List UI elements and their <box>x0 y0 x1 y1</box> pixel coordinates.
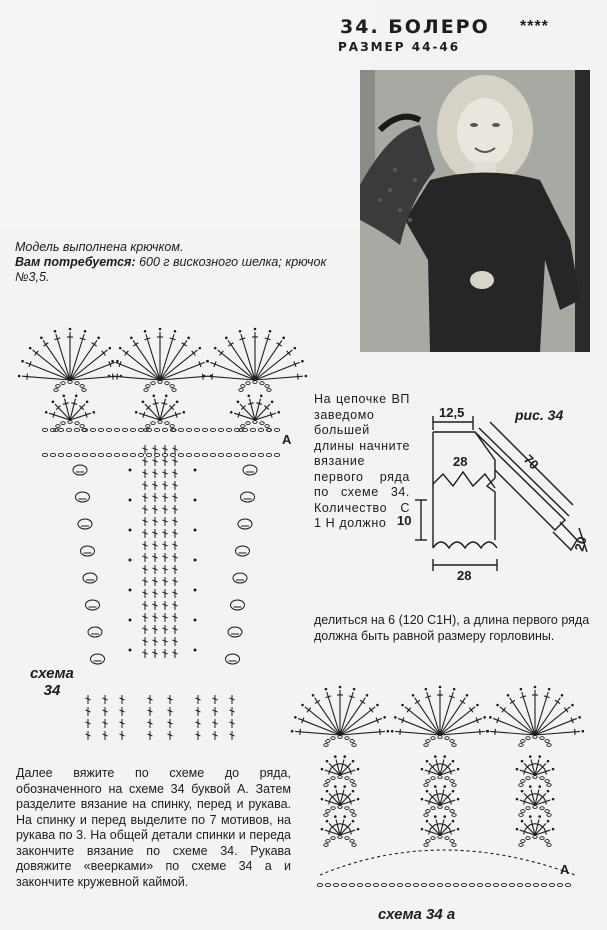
dim-bottom-width: 28 <box>457 568 472 583</box>
instructions-part1-cont: делиться на 6 (120 С1Н), а длина первого ряда должна быть равной размеру горловины. <box>314 613 590 643</box>
stitch-fan <box>486 686 584 747</box>
stitch-column <box>120 695 125 740</box>
figure-label: рис. 34 <box>515 407 564 423</box>
stitch-column <box>163 445 168 658</box>
materials-text: 600 г вискозного шелка; крючок №3,5. <box>15 255 327 284</box>
materials-line <box>15 255 355 285</box>
stitch-fan <box>203 328 307 392</box>
stitch-column <box>168 695 173 740</box>
difficulty-stars: **** <box>520 18 549 35</box>
chain-arch <box>320 850 575 875</box>
stitch-fan <box>421 785 460 816</box>
blank-area <box>0 0 372 228</box>
dim-sleeve: 70 <box>520 451 542 473</box>
stitch-column <box>153 445 158 658</box>
dim-top-width: 12,5 <box>439 405 465 420</box>
scheme-34a-marker: А <box>560 862 570 877</box>
stitch-fan <box>135 394 185 431</box>
stitch-fan <box>516 755 555 786</box>
chain-row <box>317 883 570 886</box>
scheme-34-label <box>30 665 74 699</box>
chain-row <box>42 428 279 431</box>
stitch-fan <box>18 328 122 392</box>
stitch-fan <box>421 755 460 786</box>
page-title: 34. БОЛЕРО <box>340 16 490 38</box>
scheme-34a-chart <box>290 665 595 895</box>
stitch-fan <box>321 755 360 786</box>
instructions-part1: На цепочке ВП заведомо большей длины начните вязание первого ряда по схеме 34. Количество С 1 Н должно <box>314 392 410 530</box>
stitch-fan <box>45 394 95 431</box>
stitch-fan <box>230 394 280 431</box>
materials-label: Вам потребуется: <box>15 255 136 269</box>
stitch-fan <box>291 686 389 747</box>
stitch-fan <box>321 815 360 846</box>
instructions-part2: Далее вяжите по схеме до ряда, обозначенного на схеме 34 буквой А. Затем разделите вязание на спинку, перед и рукава. На спинку и перед выделите по 7 мотивов, на рукава по 3. На общей детали спинки и переда закончите вязание по схеме 34. Рукава довяжите «веерками» по схеме 34 а и закончите кружевной каймой. <box>16 766 291 889</box>
stitch-column <box>103 695 108 740</box>
scheme-34-label-line1: схема <box>30 665 74 682</box>
stitch-fan <box>321 785 360 816</box>
stitch-column <box>213 695 218 740</box>
scheme-34a-label: схема 34 а <box>378 906 456 923</box>
stitch-column <box>86 695 91 740</box>
dim-armhole: 28 <box>453 454 468 469</box>
stitch-column <box>143 445 148 658</box>
model-illustration <box>360 70 590 352</box>
intro-line: Модель выполнена крючком. <box>15 240 184 254</box>
stitch-column <box>148 695 153 740</box>
dim-height: 10 <box>397 513 412 528</box>
stitch-fan <box>516 815 555 846</box>
stitch-fan <box>516 785 555 816</box>
chain-row <box>42 453 279 456</box>
stitch-column <box>196 695 201 740</box>
figure-34-schematic <box>395 400 600 585</box>
stitch-column <box>230 695 235 740</box>
dim-cuff: 20 <box>571 534 590 553</box>
scheme-34-marker: А <box>282 432 292 447</box>
intro-text <box>15 240 355 285</box>
scheme-34-label-line2: 34 <box>43 682 61 699</box>
model-photo <box>360 70 590 352</box>
stitch-fan <box>108 328 212 392</box>
size-label: РАЗМЕР 44-46 <box>338 40 461 54</box>
stitch-fan <box>421 815 460 846</box>
stitch-column <box>173 445 178 658</box>
stitch-fan <box>391 686 489 747</box>
